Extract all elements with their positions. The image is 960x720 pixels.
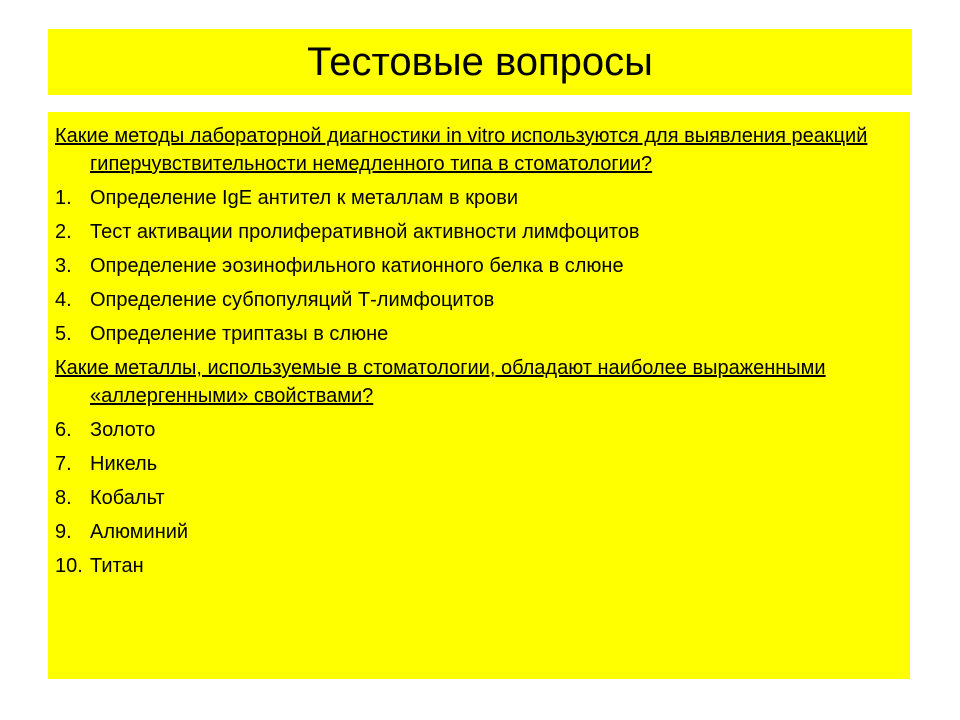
option-number: 6. [55, 419, 72, 441]
title-banner [48, 29, 912, 95]
slide-title: Тестовые вопросы [307, 40, 653, 84]
question-2: Какие металлы, используемые в стоматологии, обладают наиболее выраженными «аллергенными» свойствами? [55, 357, 826, 407]
answer-option-2 [55, 218, 895, 246]
option-text: Титан [90, 555, 144, 577]
answer-option-7 [55, 450, 895, 478]
option-text: Определение субпопуляций Т-лимфоцитов [90, 289, 495, 311]
option-text: Определение IgE антител к металлам в крови [90, 187, 519, 209]
answer-option-10 [55, 552, 895, 580]
option-number: 8. [55, 487, 72, 509]
answer-option-5 [55, 320, 895, 348]
option-text: Тест активации пролиферативной активности лимфоцитов [90, 221, 640, 243]
option-number: 5. [55, 323, 72, 345]
option-text: Никель [90, 453, 158, 475]
option-number: 4. [55, 289, 72, 311]
content-panel [48, 112, 910, 679]
option-text: Определение эозинофильного катионного белка в слюне [90, 255, 624, 277]
question-1: Какие методы лабораторной диагностики in vitro используются для выявления реакций гиперчувствительности немедленного типа в стоматологии? [55, 125, 868, 175]
option-number: 7. [55, 453, 72, 475]
answer-option-6 [55, 416, 895, 444]
answer-option-4 [55, 286, 895, 314]
option-number: 10. [55, 555, 83, 577]
answer-option-3 [55, 252, 895, 280]
question-list [55, 122, 895, 586]
option-number: 1. [55, 187, 72, 209]
option-number: 3. [55, 255, 72, 277]
option-number: 9. [55, 521, 72, 543]
answer-option-1 [55, 184, 895, 212]
option-text: Золото [90, 419, 156, 441]
answer-option-8 [55, 484, 895, 512]
answer-option-9 [55, 518, 895, 546]
option-text: Определение триптазы в слюне [90, 323, 389, 345]
option-number: 2. [55, 221, 72, 243]
option-text: Кобальт [90, 487, 165, 509]
option-text: Алюминий [90, 521, 189, 543]
